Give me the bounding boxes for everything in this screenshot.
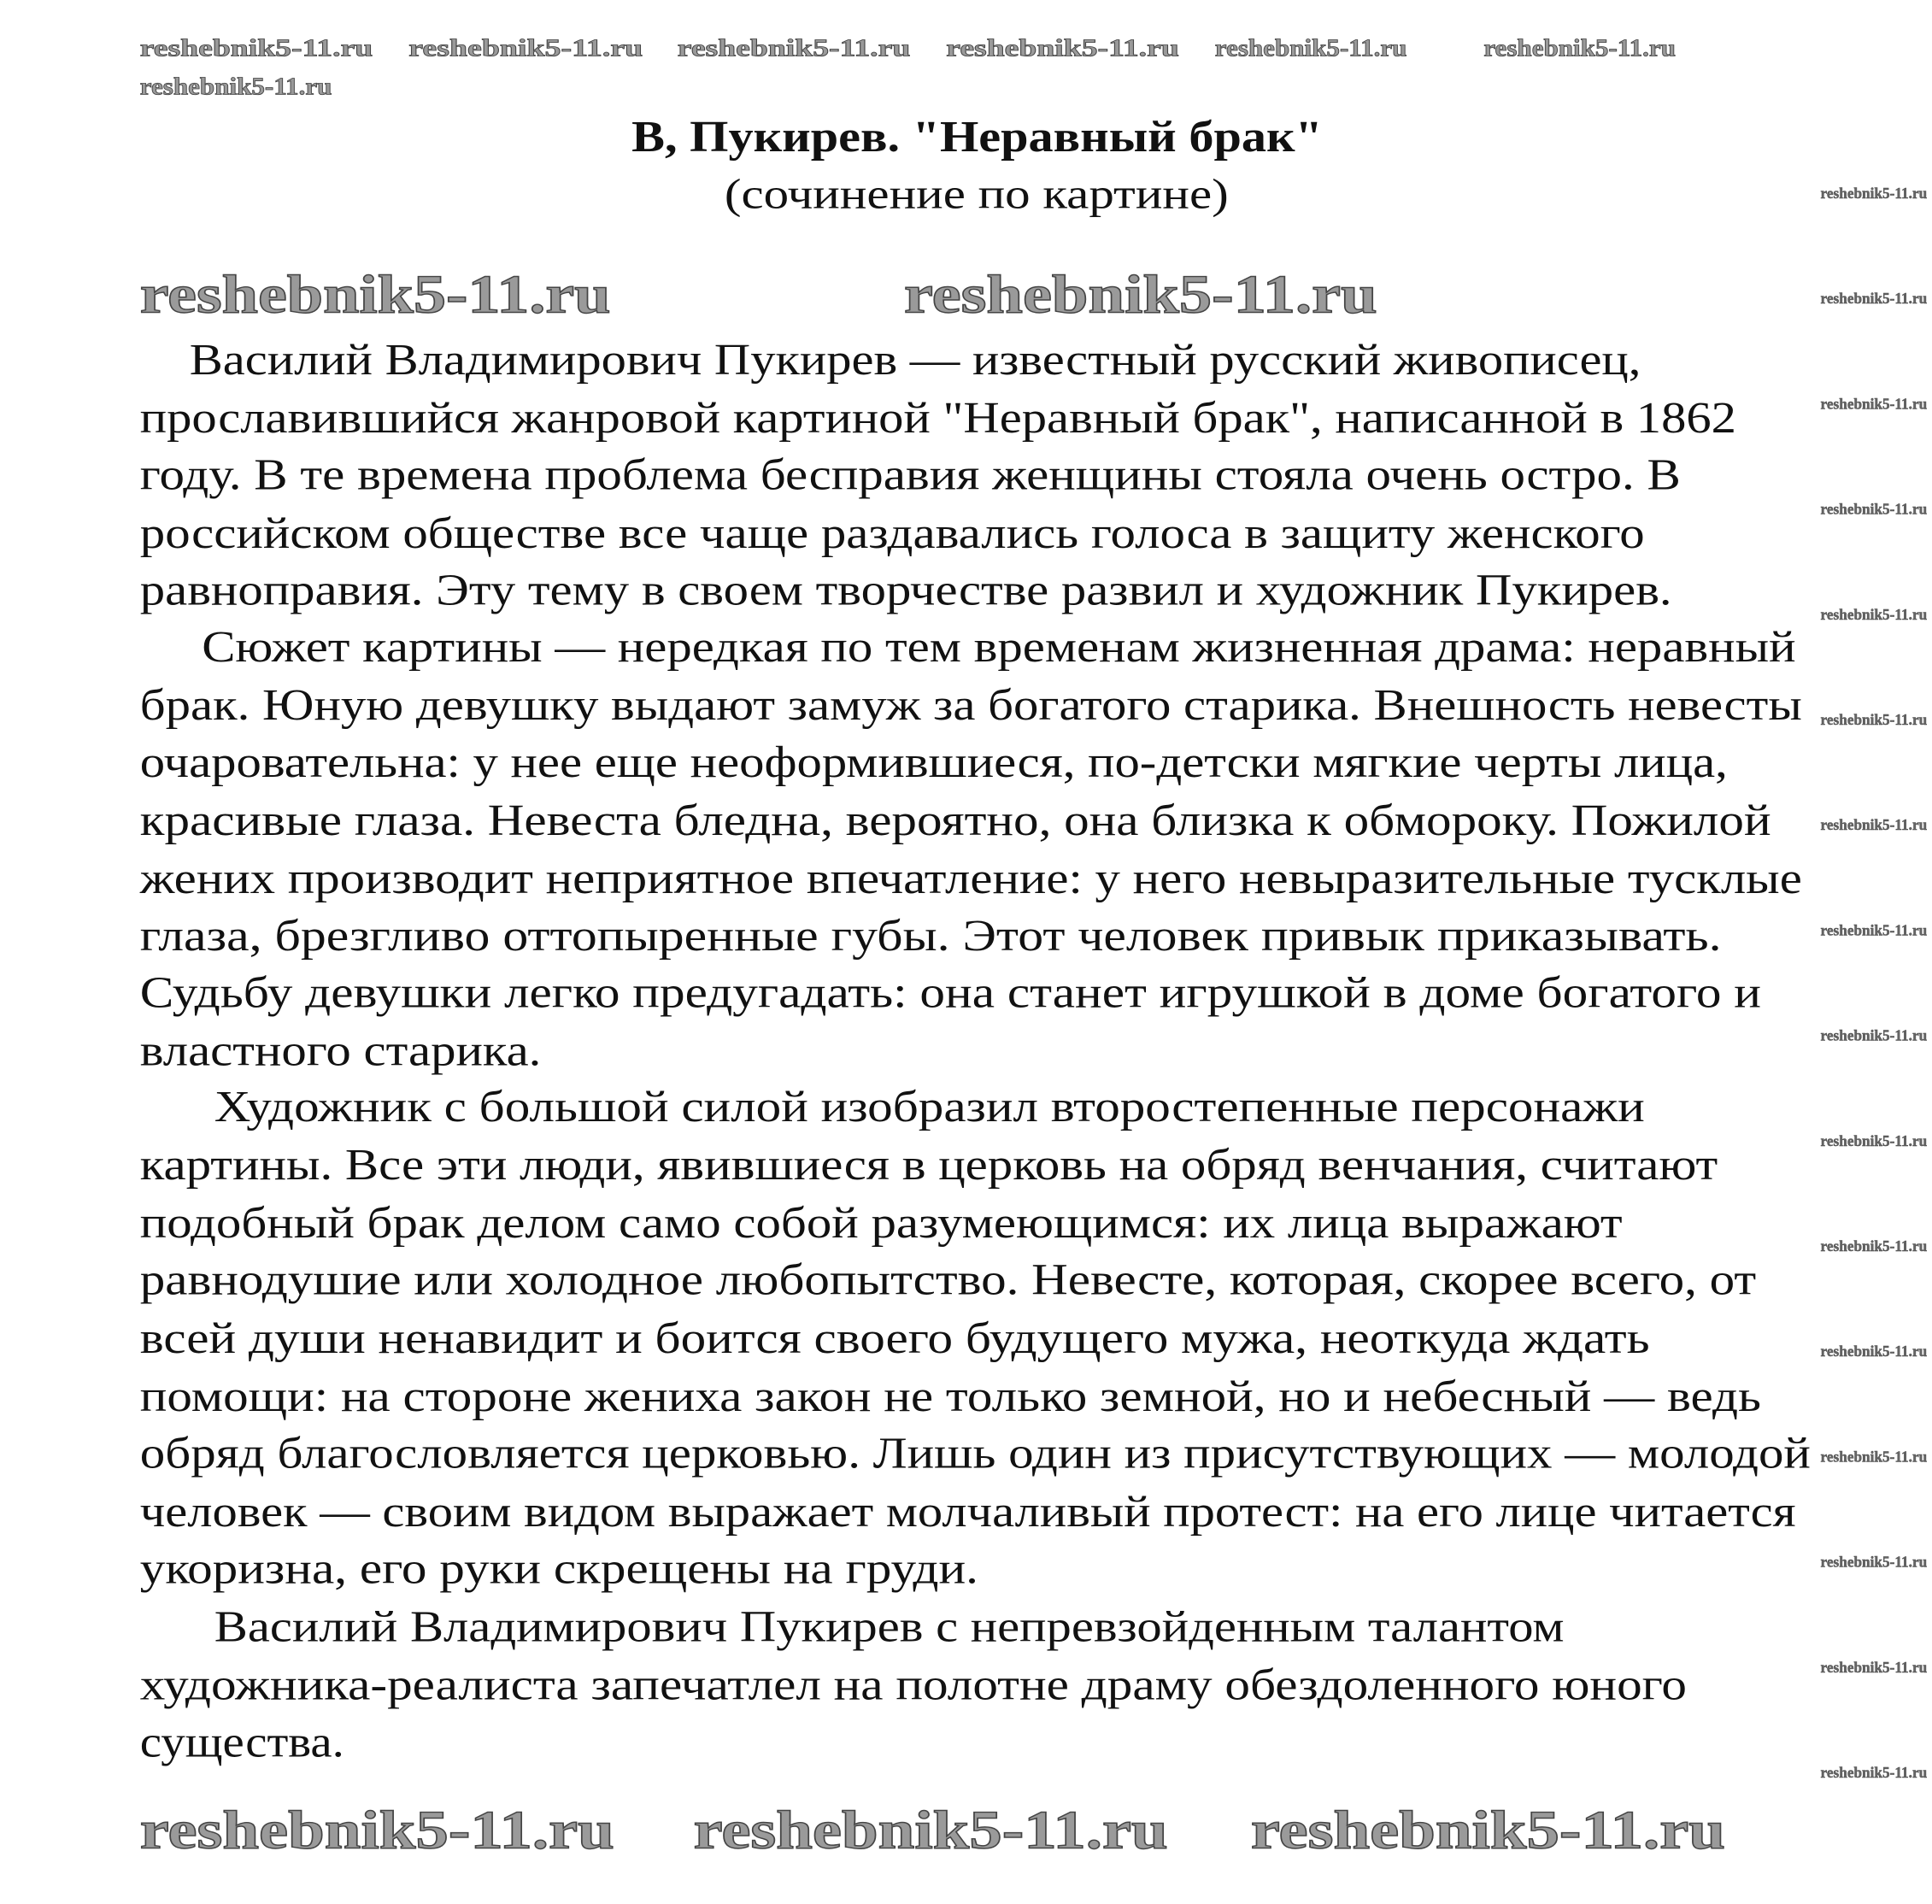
essay-line: жених производит неприятное впечатление: у него невыразительные тусклые xyxy=(138,855,1802,904)
watermark-text: reshebnik5-11.ru xyxy=(1820,1027,1928,1044)
essay-line: властного старика. xyxy=(139,1026,542,1076)
essay-line: российском обществе все чаще раздавались голоса в защиту женского xyxy=(139,508,1645,558)
watermark-text: reshebnik5-11.ru xyxy=(1820,1343,1928,1360)
document-subtitle: (сочинение по картине) xyxy=(724,170,1229,218)
watermark-text: reshebnik5-11.ru xyxy=(1820,501,1928,518)
watermark-text: reshebnik5-11.ru xyxy=(1820,1659,1928,1676)
essay-line: красивые глаза. Невеста бледна, вероятно, она близка к обмороку. Пожилой xyxy=(139,796,1771,846)
essay-line: помощи: на стороне жениха закон не только земной, но и небесный — ведь xyxy=(139,1372,1761,1421)
essay-line: художника-реалиста запечатлел на полотне драму обездоленного юного xyxy=(139,1660,1688,1710)
watermark-text: reshebnik5-11.ru xyxy=(1820,606,1928,623)
document-title: В, Пукирев. "Неравный брак" xyxy=(631,112,1323,162)
watermark-text: reshebnik5-11.ru xyxy=(693,1799,1168,1860)
watermark-text: reshebnik5-11.ru xyxy=(1820,396,1928,413)
watermark-text: reshebnik5-11.ru xyxy=(1820,922,1928,939)
essay-line: году. В те времена проблема бесправия женщины стояла очень остро. В xyxy=(139,450,1681,500)
watermark-text: reshebnik5-11.ru xyxy=(139,73,332,101)
watermark-text: reshebnik5-11.ru xyxy=(408,34,643,62)
watermark-text: reshebnik5-11.ru xyxy=(677,34,911,62)
watermark-text: reshebnik5-11.ru xyxy=(1820,1554,1928,1571)
essay-line: равнодушие или холодное любопытство. Невесте, которая, скорее всего, от xyxy=(139,1255,1757,1305)
essay-line: картины. Все эти люди, явившиеся в церковь на обряд венчания, считают xyxy=(139,1140,1718,1190)
watermark-text: reshebnik5-11.ru xyxy=(1250,1799,1725,1860)
watermark-text: reshebnik5-11.ru xyxy=(1483,34,1676,62)
essay-line: существа. xyxy=(139,1718,344,1767)
watermark-text: reshebnik5-11.ru xyxy=(139,263,611,325)
watermark-text: reshebnik5-11.ru xyxy=(1820,1132,1928,1149)
essay-line: подобный брак делом само собой разумеющимся: их лица выражают xyxy=(139,1199,1623,1249)
essay-line: Сюжет картины — нередкая по тем временам жизненная драма: неравный xyxy=(202,623,1796,673)
essay-line: прославившийся жанровой картиной "Неравный брак", написанной в 1862 xyxy=(139,393,1737,443)
essay-line: всей души ненавидит и боится своего будущего мужа, неоткуда ждать xyxy=(139,1313,1650,1363)
essay-line: Судьбу девушки легко предугадать: она станет игрушкой в доме богатого и xyxy=(139,968,1761,1018)
watermark-text: reshebnik5-11.ru xyxy=(1820,1764,1928,1781)
essay-line: Василий Владимирович Пукирев — известный русский живописец, xyxy=(189,335,1641,385)
essay-line: Василий Владимирович Пукирев с непревзойденным талантом xyxy=(214,1602,1565,1652)
essay-line: брак. Юную девушку выдают замуж за богатого старика. Внешность невесты xyxy=(139,681,1802,731)
watermark-text: reshebnik5-11.ru xyxy=(904,263,1377,325)
watermark-text: reshebnik5-11.ru xyxy=(1820,1238,1928,1255)
watermark-text: reshebnik5-11.ru xyxy=(1820,712,1928,729)
watermark-text: reshebnik5-11.ru xyxy=(1214,34,1407,62)
watermark-text: reshebnik5-11.ru xyxy=(1820,1449,1928,1466)
watermark-text: reshebnik5-11.ru xyxy=(1820,817,1928,834)
essay-line: очаровательна: у нее еще неоформившиеся, по-детски мягкие черты лица, xyxy=(139,738,1728,787)
essay-line: человек — своим видом выражает молчаливый протест: на его лице читается xyxy=(139,1487,1796,1537)
watermark-text: reshebnik5-11.ru xyxy=(1820,291,1928,308)
essay-line: Художник с большой силой изобразил второстепенные персонажи xyxy=(214,1082,1645,1131)
watermark-text: reshebnik5-11.ru xyxy=(946,34,1179,62)
watermark-text: reshebnik5-11.ru xyxy=(1820,185,1928,203)
watermark-text: reshebnik5-11.ru xyxy=(139,34,373,62)
essay-line: равноправия. Эту тему в своем творчестве развил и художник Пукирев. xyxy=(139,566,1672,615)
essay-line: обряд благословляется церковью. Лишь один из присутствующих — молодой xyxy=(139,1429,1811,1478)
essay-line: укоризна, его руки скрещены на груди. xyxy=(139,1544,978,1594)
essay-line: глаза, брезгливо оттопыренные губы. Этот человек привык приказывать. xyxy=(139,911,1722,961)
watermark-text: reshebnik5-11.ru xyxy=(139,1799,614,1860)
